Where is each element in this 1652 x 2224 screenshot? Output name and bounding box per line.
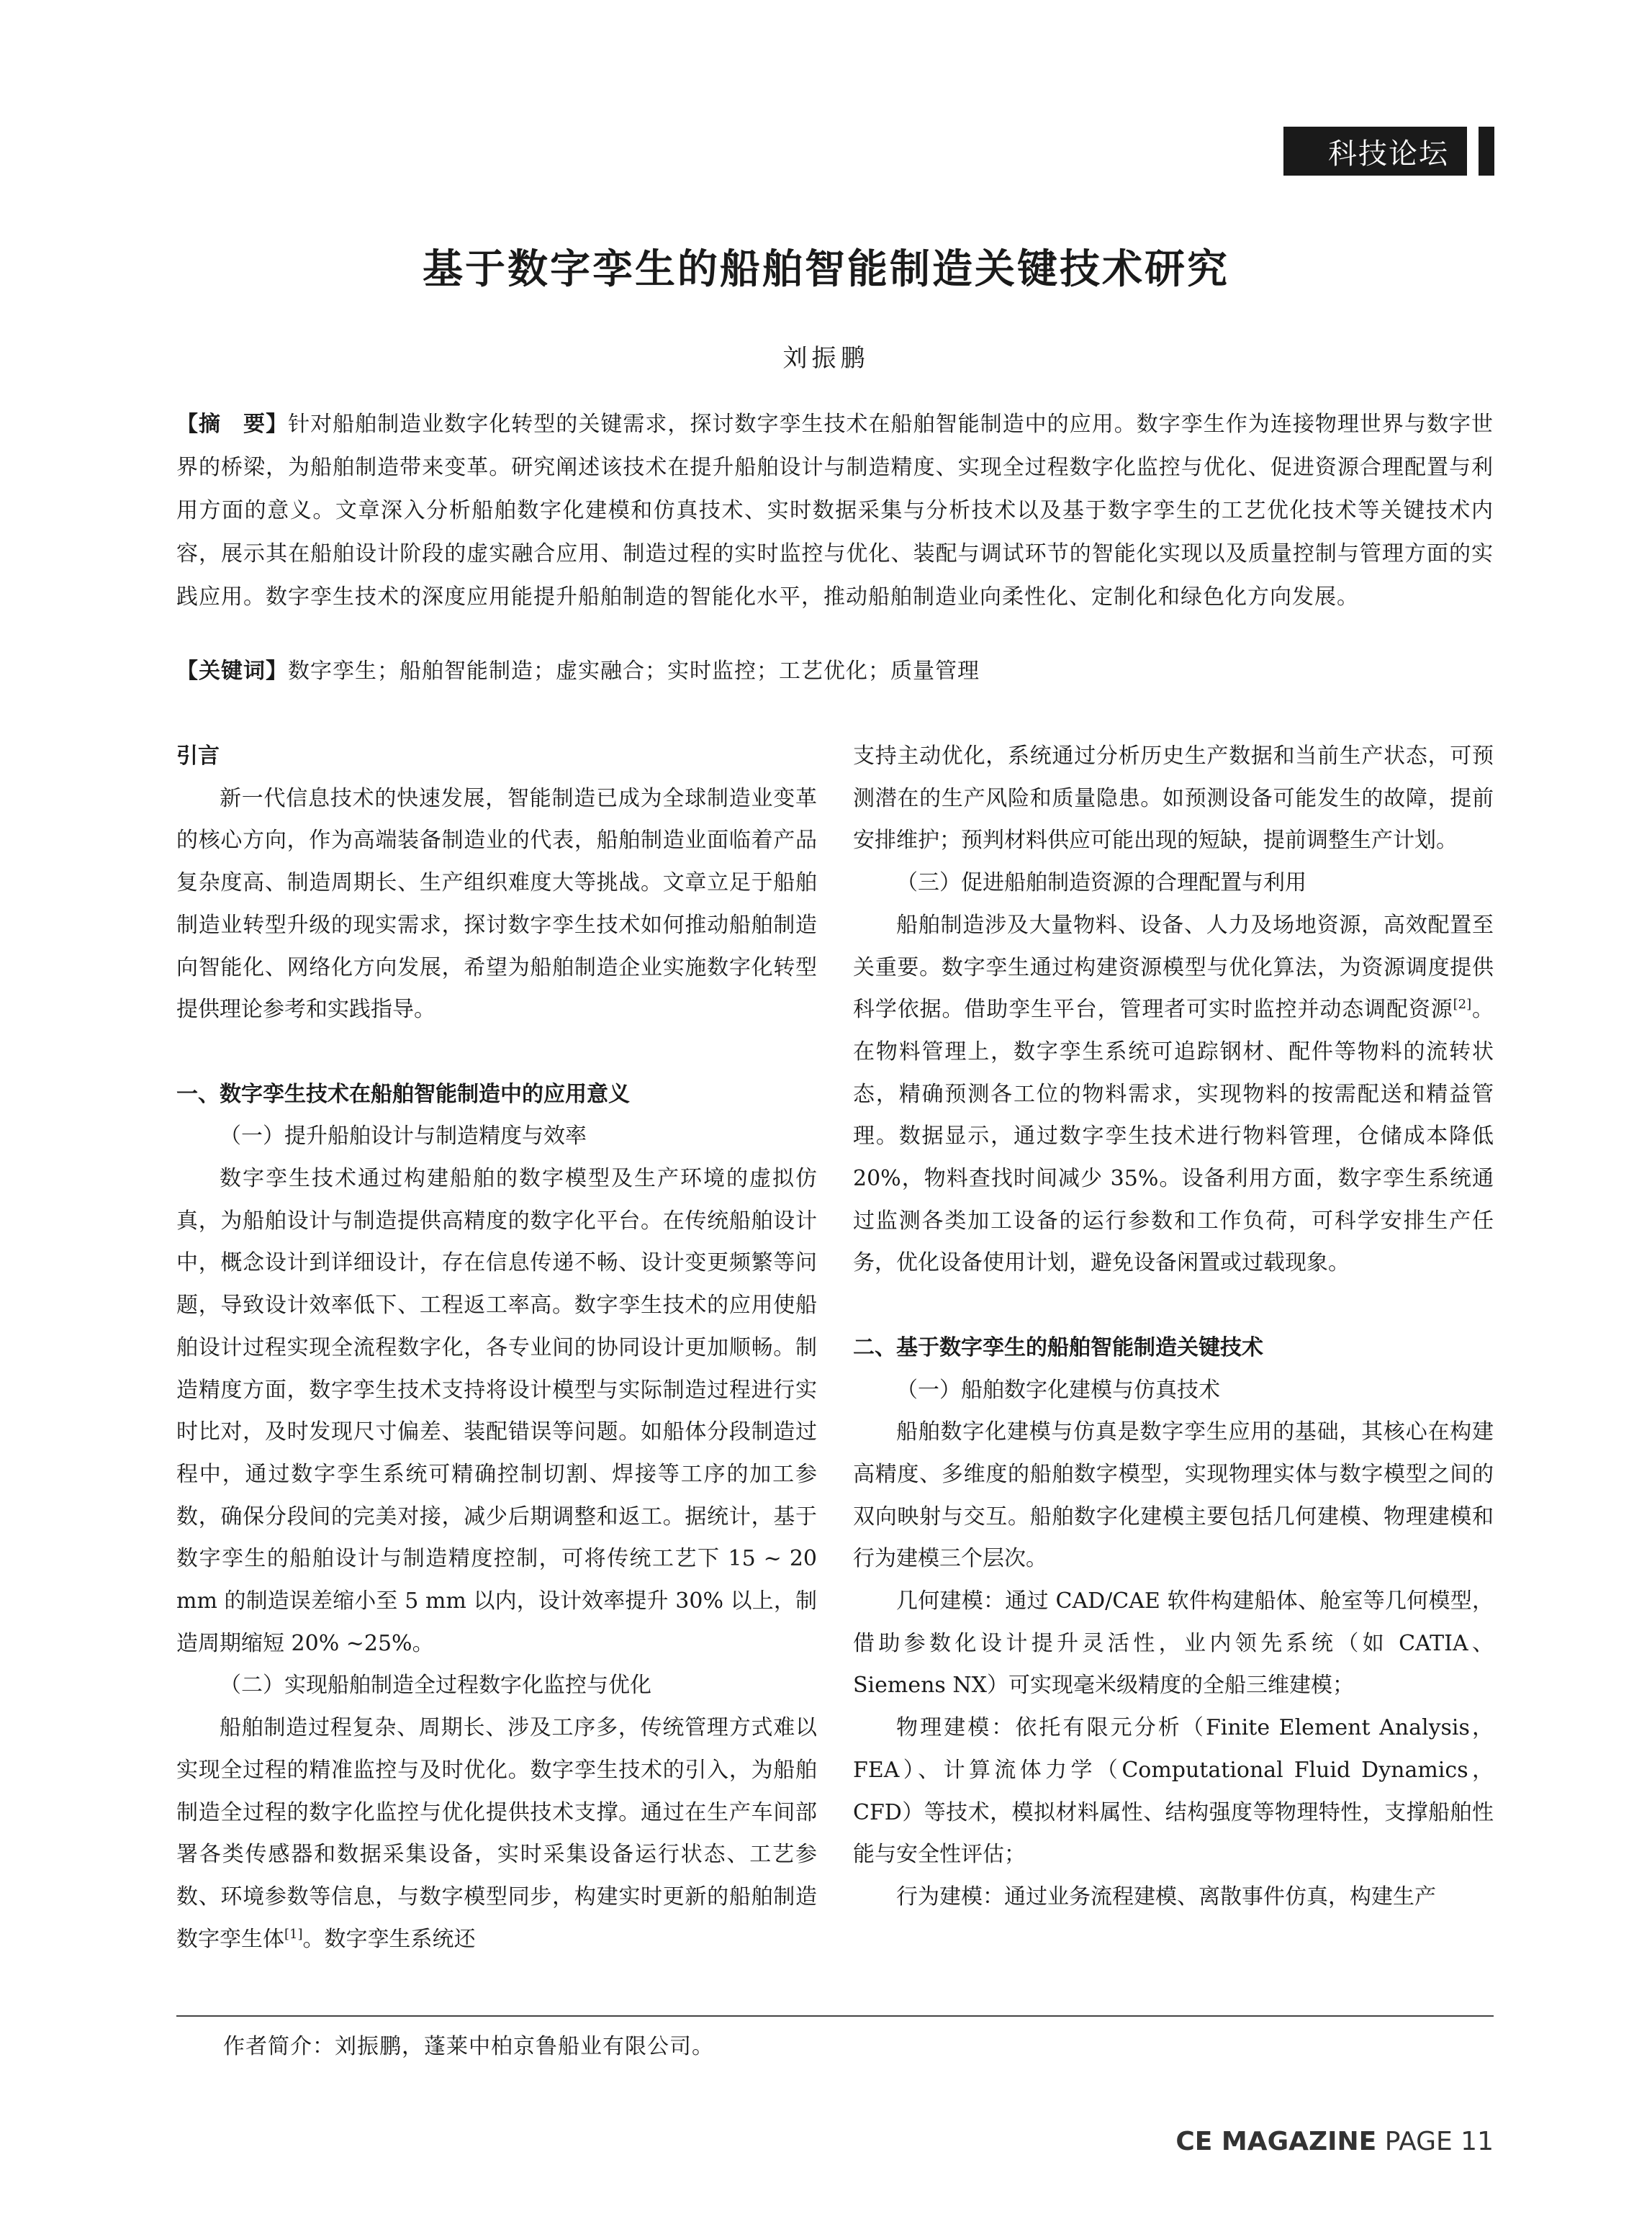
- section2-subheading-1: （一）船舶数字化建模与仿真技术: [896, 1377, 1220, 1403]
- section1-paragraph-1: 数字孪生技术通过构建船舶的数字模型及生产环境的虚拟仿真，为船舶设计与制造提供高精度的数字化平台。在传统船舶设计中，概念设计到详细设计，存在信息传递不畅、设计变更频繁等问题，导致设计效率低下、工程返工率高。数字孪生技术的应用使船舶设计过程实现全流程数字化，各专业间的协同设计更加顺畅。制造精度方面，数字孪生技术支持将设计模型与实际制造过程进行实时比对，及时发现尺寸偏差、装配错误等问题。如船体分段制造过程中，通过数字孪生系统可精确控制切割、焊接等工序的加工参数，确保分段间的完美对接，减少后期调整和返工。据统计，基于数字孪生的船舶设计与制造精度控制，可将传统工艺下 15 ~ 20 mm 的制造误差缩小至 5 mm 以内，设计效率提升 30% 以上，制造周期缩短 20% ~25%。: [176, 1166, 817, 1656]
- section2-paragraph-4: 行为建模：通过业务流程建模、离散事件仿真，构建生产: [896, 1884, 1436, 1909]
- section1-heading: 一、数字孪生技术在船舶智能制造中的应用意义: [176, 1081, 630, 1107]
- keywords-label: 【关键词】: [176, 659, 288, 684]
- section2-paragraph-2: 几何建模：通过 CAD/CAE 软件构建船体、舱室等几何模型，借助参数化设计提升灵活性，业内领先系统（如 CATIA、Siemens NX）可实现毫米级精度的全船三维建模；: [853, 1588, 1494, 1699]
- abstract: [176, 403, 1494, 619]
- intro-paragraph: 新一代信息技术的快速发展，智能制造已成为全球制造业变革的核心方向，作为高端装备制造业的代表，船舶制造业面临着产品复杂度高、制造周期长、生产组织难度大等挑战。文章立足于船舶制造业转型升级的现实需求，探讨数字孪生技术如何推动船舶制造向智能化、网络化方向发展，希望为船舶制造企业实施数字化转型提供理论参考和实践指导。: [176, 785, 817, 1023]
- page-number: PAGE 11: [1376, 2127, 1494, 2156]
- section1-paragraph-3: [853, 905, 1494, 1285]
- section1-paragraph-2: [176, 1707, 817, 1961]
- section1-paragraph-3-tail: 。在物料管理上，数字孪生系统可追踪钢材、配件等物料的流转状态，精确预测各工位的物料需求，实现物料的按需配送和精益管理。数据显示，通过数字孪生技术进行物料管理，仓储成本降低 20%，物料查找时间减少 35%。设备利用方面，数字孪生系统通过监测各类加工设备的运行参数和工作负荷，可科学安排生产任务，优化设备使用计划，避免设备闲置或过载现象。: [853, 997, 1494, 1276]
- keywords-text: 数字孪生；船舶智能制造；虚实融合；实时监控；工艺优化；质量管理: [288, 659, 980, 684]
- section1-subheading-3: （三）促进船舶制造资源的合理配置与利用: [896, 870, 1306, 896]
- paper-title: 基于数字孪生的船舶智能制造关键技术研究: [423, 245, 1229, 293]
- section1-subheading-1: （一）提升船舶设计与制造精度与效率: [220, 1124, 587, 1149]
- section-tag-label: 科技论坛: [1328, 137, 1449, 171]
- section2-paragraph-1: 船舶数字化建模与仿真是数字孪生应用的基础，其核心在构建高精度、多维度的船舶数字模型，实现物理实体与数字模型之间的双向映射与交互。船舶数字化建模主要包括几何建模、物理建模和行为建模三个层次。: [853, 1419, 1494, 1572]
- right-column: [853, 736, 1494, 1919]
- abstract-label: 【摘 要】: [176, 412, 289, 437]
- left-column: [176, 736, 817, 1961]
- keywords: [176, 650, 1494, 693]
- author-footnote: 作者简介：刘振鹏，蓬莱中柏京鲁船业有限公司。: [223, 2034, 714, 2059]
- abstract-text: 针对船舶制造业数字化转型的关键需求，探讨数字孪生技术在船舶智能制造中的应用。数字孪生作为连接物理世界与数字世界的桥梁，为船舶制造带来变革。研究阐述该技术在提升船舶设计与制造精度、实现全过程数字化监控与优化、促进资源合理配置与利用方面的意义。文章深入分析船舶数字化建模和仿真技术、实时数据采集与分析技术以及基于数字孪生的工艺优化技术等关键技术内容，展示其在船舶设计阶段的虚实融合应用、制造过程的实时监控与优化、装配与调试环节的智能化实现以及质量控制与管理方面的实践应用。数字孪生技术的深度应用能提升船舶制造的智能化水平，推动船舶制造业向柔性化、定制化和绿色化方向发展。: [176, 412, 1494, 610]
- section1-paragraph-3-text: 船舶制造涉及大量物料、设备、人力及场地资源，高效配置至关重要。数字孪生通过构建资源模型与优化算法，为资源调度提供科学依据。借助孪生平台，管理者可实时监控并动态调配资源: [853, 912, 1494, 1023]
- footnote-divider: [176, 2015, 1494, 2017]
- section-tag-bar: [1467, 127, 1499, 176]
- section1-paragraph-2-tail: 。数字孪生系统还: [302, 1926, 476, 1952]
- intro-heading: 引言: [176, 743, 220, 769]
- section-tag: [1283, 127, 1494, 176]
- section1-subheading-2: （二）实现船舶制造全过程数字化监控与优化: [220, 1673, 651, 1699]
- magazine-name: CE MAGAZINE: [1175, 2127, 1377, 2156]
- citation-2: [2]: [1453, 997, 1472, 1013]
- author-name: 刘振鹏: [782, 344, 870, 373]
- section1-paragraph-2-text: 船舶制造过程复杂、周期长、涉及工序多，传统管理方式难以实现全过程的精准监控与及时优化。数字孪生技术的引入，为船舶制造全过程的数字化监控与优化提供技术支撑。通过在生产车间部署各类传感器和数据采集设备，实时采集设备运行状态、工艺参数、环境参数等信息，与数字模型同步，构建实时更新的船舶制造数字孪生体: [176, 1715, 817, 1952]
- continued-paragraph: 支持主动优化，系统通过分析历史生产数据和当前生产状态，可预测潜在的生产风险和质量隐患。如预测设备可能发生的故障，提前安排维护；预判材料供应可能出现的短缺，提前调整生产计划。: [853, 743, 1494, 854]
- section2-paragraph-3: 物理建模：依托有限元分析（Finite Element Analysis，FEA）、计算流体力学（Computational Fluid Dynamics，CFD）等技术，模拟材料属性、结构强度等物理特性，支撑船舶性能与安全性评估；: [853, 1715, 1494, 1868]
- section2-heading: 二、基于数字孪生的船舶智能制造关键技术: [853, 1334, 1263, 1360]
- page-footer: [1166, 2127, 1494, 2156]
- citation-1: [1]: [284, 1926, 303, 1942]
